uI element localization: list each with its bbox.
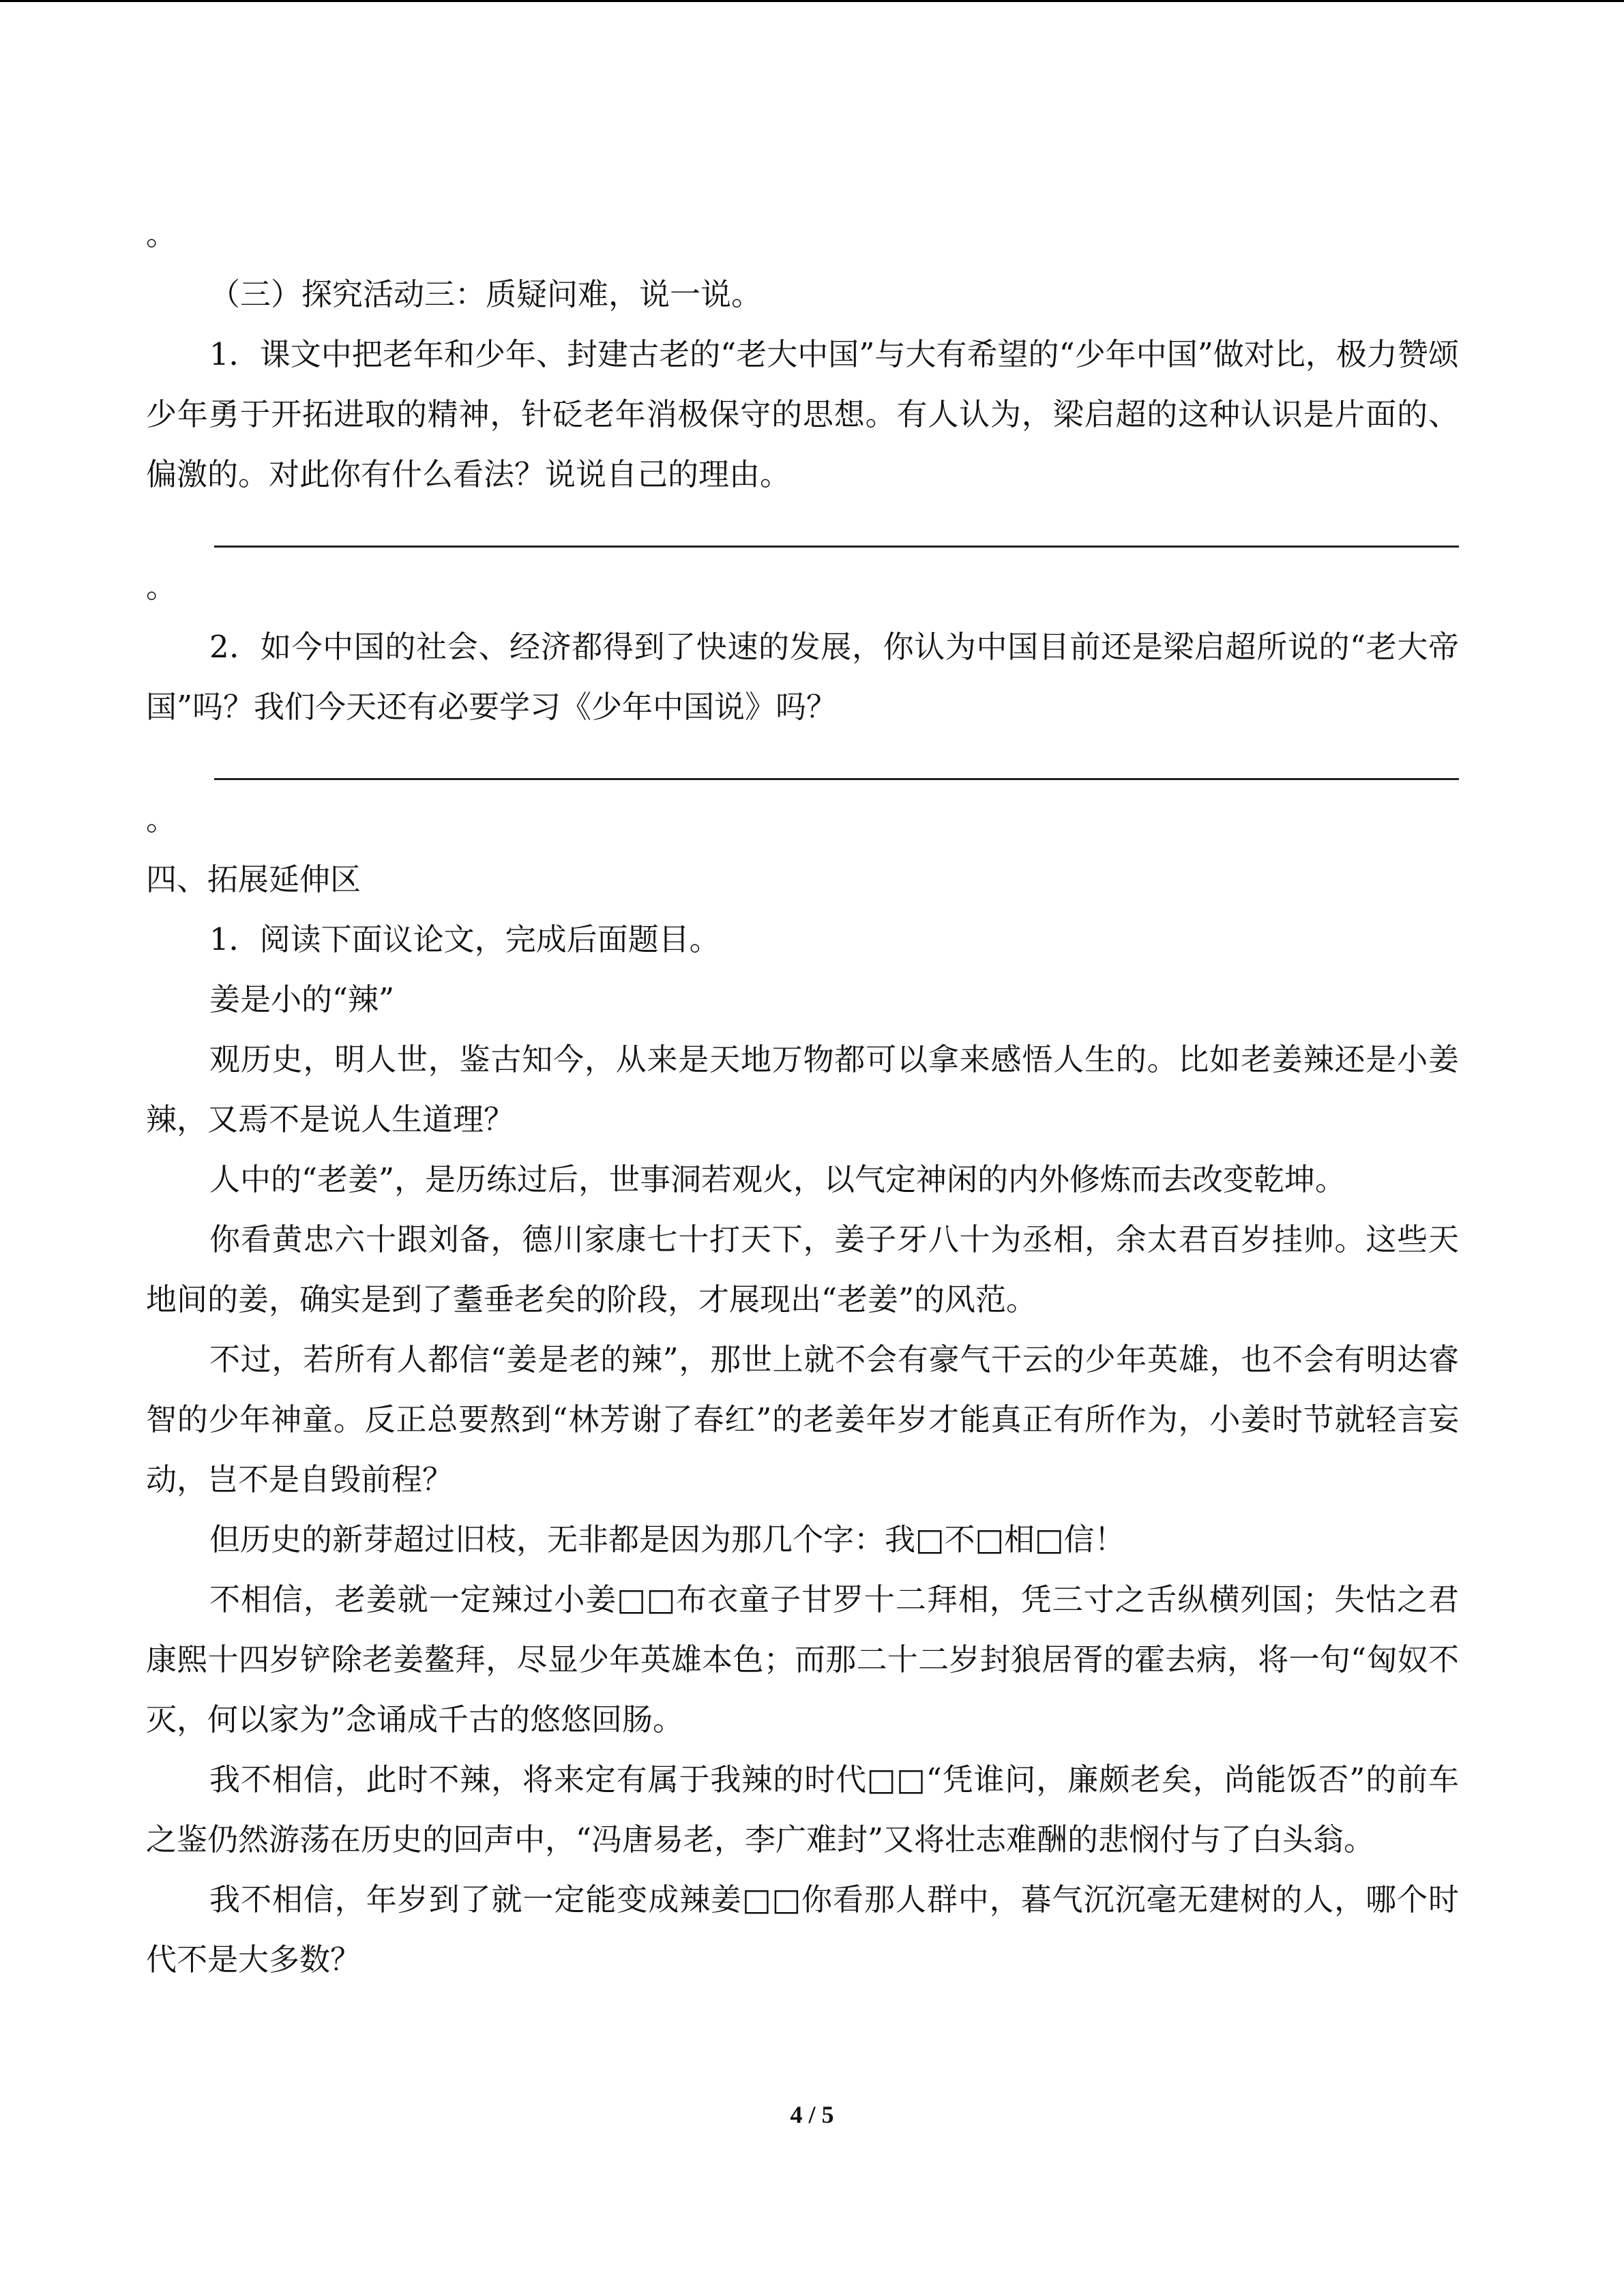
essay-paragraph: 我不相信，此时不辣，将来定有属于我辣的时代□□“凭谁问，廉颇老矣，尚能饭否”的前车之鉴仍然游荡在历史的回声中，“冯唐易老，李广难封”又将壮志难酬的悲悯付与了白头翁。 — [146, 1761, 1459, 1858]
essay-paragraph: 观历史，明人世，鉴古知今，从来是天地万物都可以拿来感悟人生的。比如老姜辣还是小姜辣，又焉不是说人生道理？ — [146, 1041, 1459, 1137]
page-number: 4 / 5 — [790, 2101, 834, 2128]
answer-1-period: 。 — [146, 569, 177, 605]
essay-paragraph: 不相信，老姜就一定辣过小姜□□布衣童子甘罗十二拜相，凭三寸之舌纵横列国；失怙之君康熙十四岁铲除老姜鳌拜，尽显少年英雄本色；而那二十二岁封狼居胥的霍去病，将一句“匈奴不灭，何以家为”念诵成千古的悠悠回肠。 — [146, 1581, 1459, 1738]
essay-paragraph: 不过，若所有人都信“姜是老的辣”，那世上就不会有豪气干云的少年英雄，也不会有明达睿智的少年神童。反正总要熬到“林芳谢了春红”的老姜年岁才能真正有所作为，小姜时节就轻言妄动，岂不是自毁前程？ — [146, 1341, 1459, 1497]
question-2: 2．如今中国的社会、经济都得到了快速的发展，你认为中国目前还是梁启超所说的“老大帝国”吗？我们今天还有必要学习《少年中国说》吗？ — [146, 629, 1459, 725]
essay-title: 姜是小的“辣” — [209, 981, 395, 1017]
section3-heading: （三）探究活动三：质疑问难，说一说。 — [209, 276, 763, 312]
question-1: 1．课文中把老年和少年、封建古老的“老大中国”与大有希望的“少年中国”做对比，极力赞颂少年勇于开拓进取的精神，针砭老年消极保守的思想。有人认为，梁启超的这种认识是片面的、偏激的。对此你有什么看法？说说自己的理由。 — [146, 336, 1459, 492]
essay-paragraph: 我不相信，年岁到了就一定能变成辣姜□□你看那人群中，暮气沉沉毫无建树的人，哪个时代不是大多数？ — [146, 1881, 1459, 1978]
lead-period: 。 — [146, 216, 177, 252]
reading-instruction: 1．阅读下面议论文，完成后面题目。 — [209, 921, 720, 957]
essay-paragraph: 人中的“老姜”，是历练过后，世事洞若观火，以气定神闲的内外修炼而去改变乾坤。 — [209, 1161, 1346, 1197]
section4-heading: 四、拓展延伸区 — [146, 861, 361, 897]
answer-2-period: 。 — [146, 801, 177, 837]
essay-paragraph: 但历史的新芽超过旧枝，无非都是因为那几个字：我□不□相□信！ — [209, 1521, 1125, 1557]
essay-paragraph: 你看黄忠六十跟刘备，德川家康七十打天下，姜子牙八十为丞相，余太君百岁挂帅。这些天地间的姜，确实是到了耋垂老矣的阶段，才展现出“老姜”的风范。 — [146, 1221, 1459, 1317]
answer-line-1[interactable] — [214, 505, 1459, 548]
page-content — [146, 205, 1459, 1990]
top-border-line — [0, 0, 1624, 2]
answer-line-2[interactable] — [214, 737, 1459, 780]
